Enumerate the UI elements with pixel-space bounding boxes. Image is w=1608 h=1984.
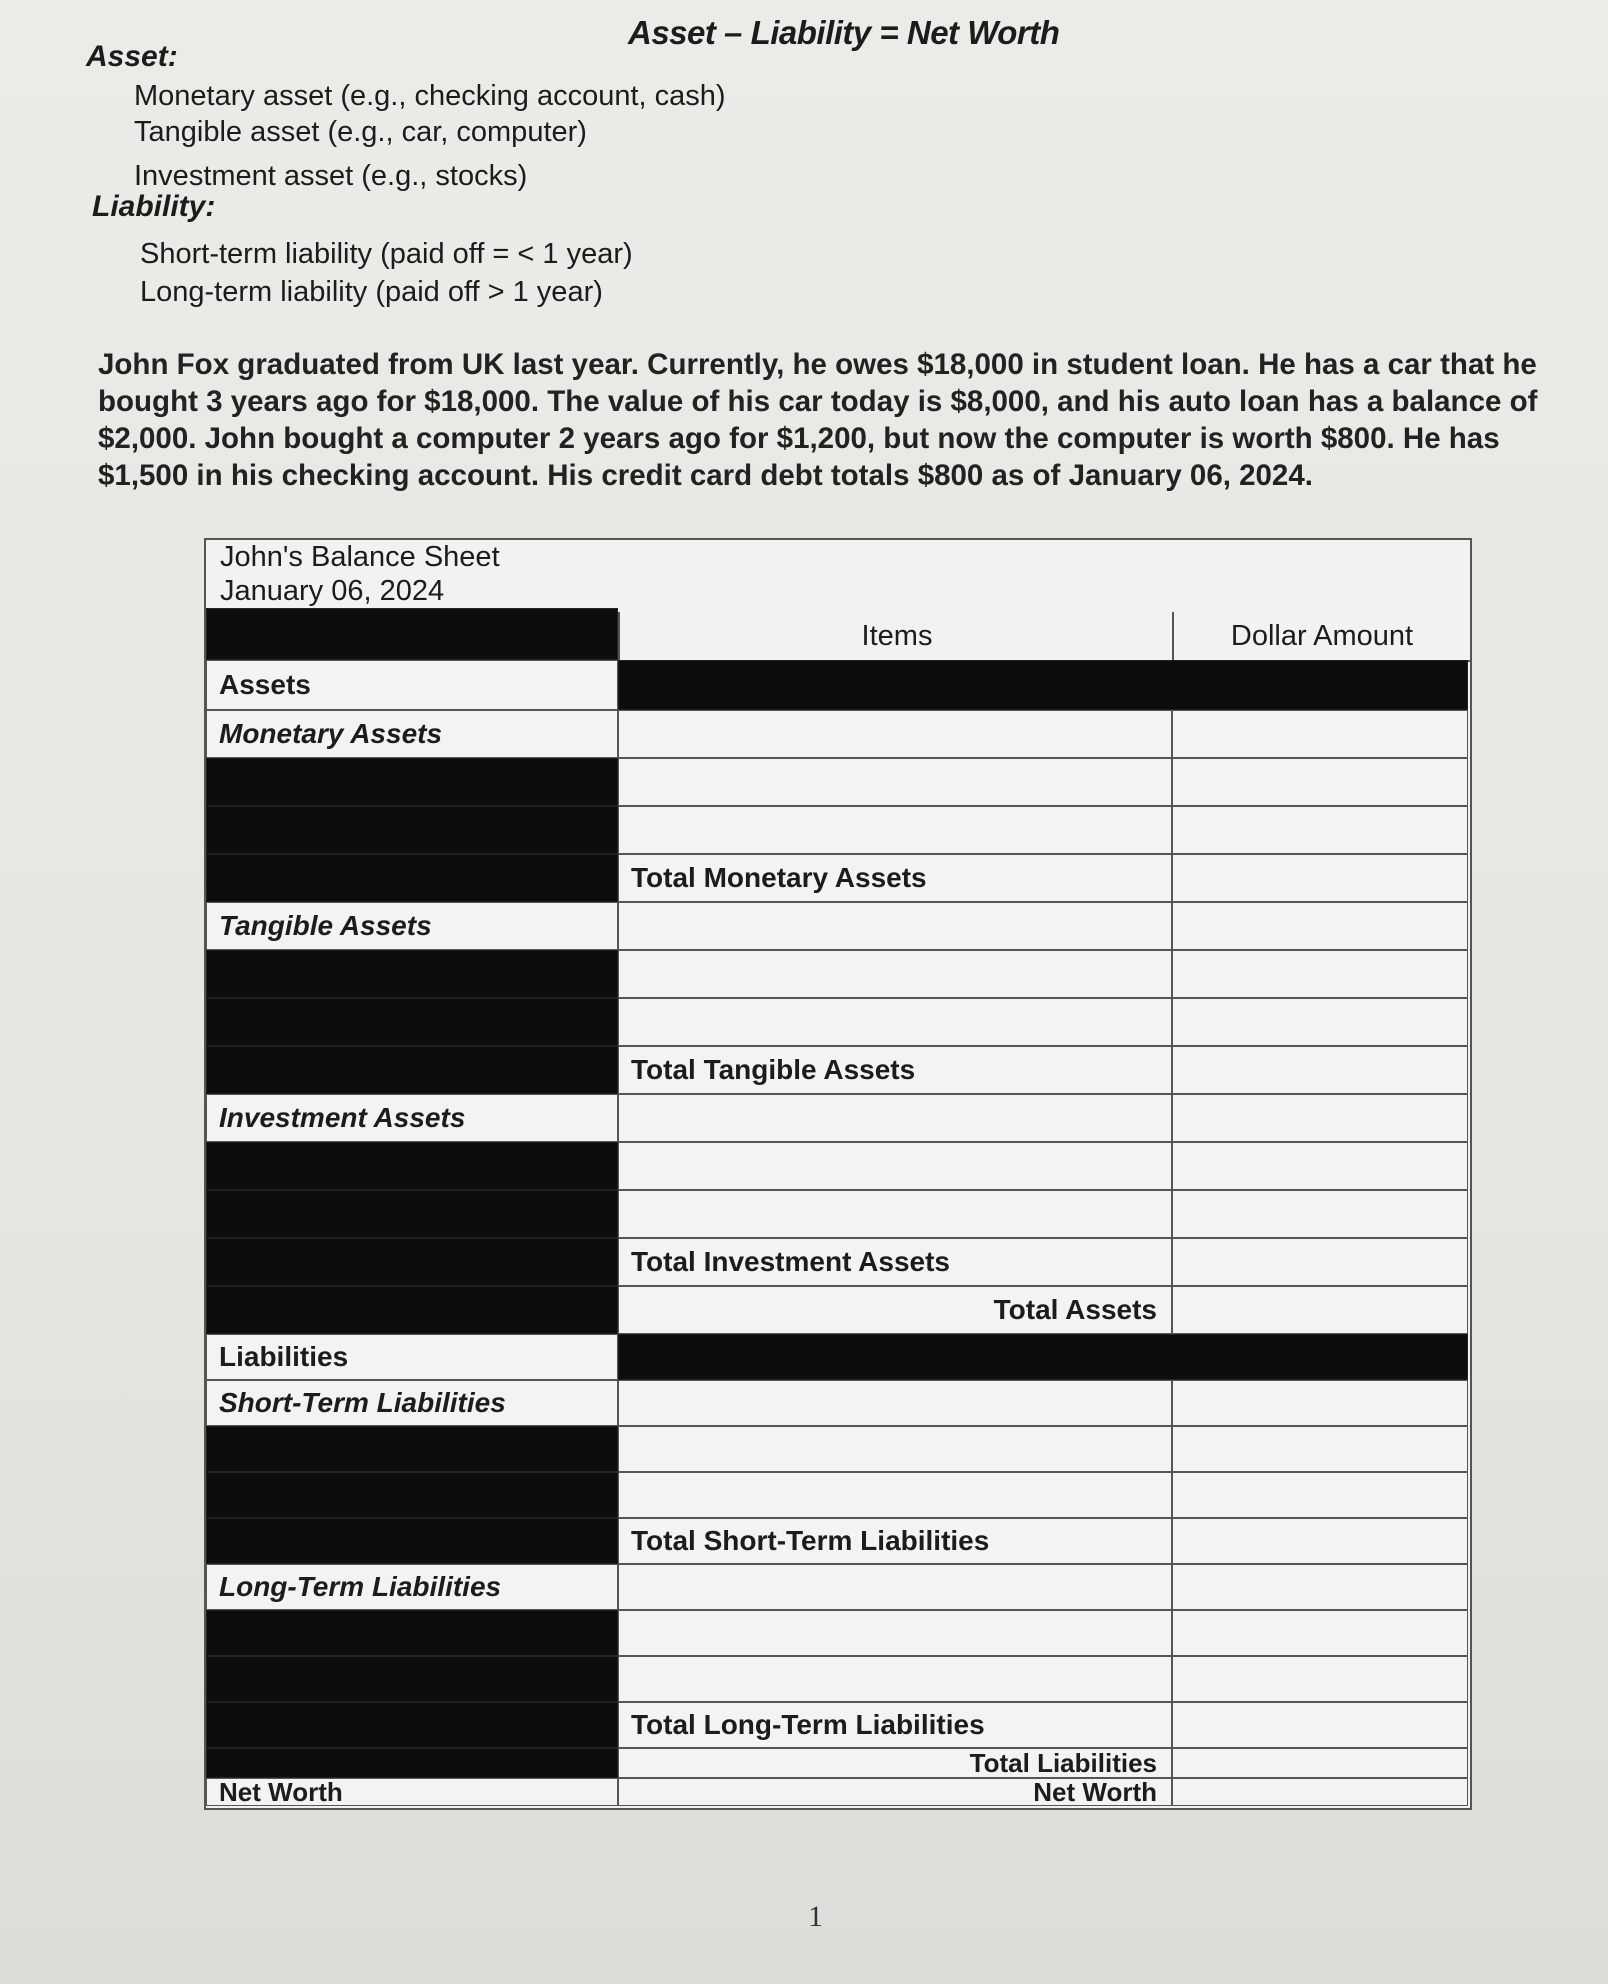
asset-definition-investment: Investment asset (e.g., stocks) xyxy=(134,160,528,192)
tangible-blank-cell xyxy=(206,950,618,998)
short-term-blank-cell xyxy=(206,1518,618,1564)
header-blank-cell xyxy=(206,608,618,660)
scenario-paragraph xyxy=(98,346,1568,494)
monetary-item-cell[interactable] xyxy=(618,758,1172,806)
long-term-blank-cell xyxy=(206,1702,618,1748)
total-liabilities-label: Total Liabilities xyxy=(618,1748,1172,1778)
short-term-blank-cell xyxy=(206,1426,618,1472)
total-monetary-assets-label: Total Monetary Assets xyxy=(618,854,1172,902)
total-monetary-assets-amount[interactable] xyxy=(1172,854,1468,902)
investment-amount-cell[interactable] xyxy=(1172,1190,1468,1238)
long-term-amount-cell[interactable] xyxy=(1172,1656,1468,1702)
total-long-term-liabilities-label: Total Long-Term Liabilities xyxy=(618,1702,1172,1748)
total-liabilities-blank-cell xyxy=(206,1748,618,1778)
total-tangible-assets-amount[interactable] xyxy=(1172,1046,1468,1094)
investment-blank-cell xyxy=(206,1238,618,1286)
dollar-amount-column-header: Dollar Amount xyxy=(1172,612,1470,662)
liabilities-blank-bar xyxy=(618,1334,1468,1380)
net-worth-total-label: Net Worth xyxy=(618,1778,1172,1806)
investment-item-cell[interactable] xyxy=(618,1142,1172,1190)
total-tangible-assets-label: Total Tangible Assets xyxy=(618,1046,1172,1094)
investment-amount-cell[interactable] xyxy=(1172,1142,1468,1190)
tangible-amount-cell[interactable] xyxy=(1172,998,1468,1046)
monetary-blank-cell xyxy=(206,806,618,854)
short-term-blank-cell xyxy=(206,1472,618,1518)
assets-label: Assets xyxy=(206,660,618,710)
investment-item-cell[interactable] xyxy=(618,1190,1172,1238)
scenario-line: John Fox graduated from UK last year. Currently, he owes $18,000 in student loan. He has a car that he xyxy=(98,348,1537,381)
tangible-amount-cell[interactable] xyxy=(1172,902,1468,950)
short-term-liabilities-label: Short-Term Liabilities xyxy=(206,1380,618,1426)
long-term-amount-cell[interactable] xyxy=(1172,1564,1468,1610)
page-number: 1 xyxy=(808,1900,823,1933)
monetary-assets-label: Monetary Assets xyxy=(206,710,618,758)
scenario-line: bought 3 years ago for $18,000. The value of his car today is $8,000, and his auto loan has a balance of xyxy=(98,385,1538,418)
net-worth-formula: Asset – Liability = Net Worth xyxy=(628,14,1060,51)
long-term-liabilities-label: Long-Term Liabilities xyxy=(206,1564,618,1610)
short-term-amount-cell[interactable] xyxy=(1172,1380,1468,1426)
liabilities-label: Liabilities xyxy=(206,1334,618,1380)
balance-sheet-name: John's Balance Sheet xyxy=(220,541,500,573)
long-term-blank-cell xyxy=(206,1610,618,1656)
monetary-amount-cell[interactable] xyxy=(1172,806,1468,854)
short-term-item-cell[interactable] xyxy=(618,1472,1172,1518)
total-liabilities-amount[interactable] xyxy=(1172,1748,1468,1778)
liability-definition-long-term: Long-term liability (paid off > 1 year) xyxy=(140,276,603,308)
monetary-amount-cell[interactable] xyxy=(1172,710,1468,758)
total-short-term-liabilities-amount[interactable] xyxy=(1172,1518,1468,1564)
total-assets-label: Total Assets xyxy=(618,1286,1172,1334)
short-term-amount-cell[interactable] xyxy=(1172,1426,1468,1472)
investment-item-cell[interactable] xyxy=(618,1094,1172,1142)
monetary-item-cell[interactable] xyxy=(618,806,1172,854)
monetary-item-cell[interactable] xyxy=(618,710,1172,758)
balance-sheet-title xyxy=(220,540,500,608)
scenario-line: $1,500 in his checking account. His credit card debt totals $800 as of January 06, 2024. xyxy=(98,459,1313,492)
tangible-amount-cell[interactable] xyxy=(1172,950,1468,998)
tangible-blank-cell xyxy=(206,1046,618,1094)
tangible-item-cell[interactable] xyxy=(618,902,1172,950)
short-term-amount-cell[interactable] xyxy=(1172,1472,1468,1518)
total-investment-assets-amount[interactable] xyxy=(1172,1238,1468,1286)
assets-blank-bar xyxy=(618,660,1468,710)
balance-sheet-date: January 06, 2024 xyxy=(220,575,445,607)
long-term-item-cell[interactable] xyxy=(618,1656,1172,1702)
long-term-blank-cell xyxy=(206,1656,618,1702)
monetary-blank-cell xyxy=(206,758,618,806)
scenario-line: $2,000. John bought a computer 2 years ago for $1,200, but now the computer is worth $800. He has xyxy=(98,422,1500,455)
asset-definition-monetary: Monetary asset (e.g., checking account, cash) xyxy=(134,80,726,112)
investment-amount-cell[interactable] xyxy=(1172,1094,1468,1142)
net-worth-amount[interactable] xyxy=(1172,1778,1468,1806)
long-term-amount-cell[interactable] xyxy=(1172,1610,1468,1656)
total-short-term-liabilities-label: Total Short-Term Liabilities xyxy=(618,1518,1172,1564)
tangible-blank-cell xyxy=(206,998,618,1046)
short-term-item-cell[interactable] xyxy=(618,1426,1172,1472)
monetary-blank-cell xyxy=(206,854,618,902)
tangible-item-cell[interactable] xyxy=(618,950,1172,998)
short-term-item-cell[interactable] xyxy=(618,1380,1172,1426)
balance-sheet-table xyxy=(204,538,1472,1810)
tangible-item-cell[interactable] xyxy=(618,998,1172,1046)
investment-blank-cell xyxy=(206,1142,618,1190)
liability-definition-short-term: Short-term liability (paid off = < 1 year) xyxy=(140,238,633,270)
long-term-item-cell[interactable] xyxy=(618,1610,1172,1656)
asset-definition-tangible: Tangible asset (e.g., car, computer) xyxy=(134,116,587,148)
total-investment-assets-label: Total Investment Assets xyxy=(618,1238,1172,1286)
total-long-term-liabilities-amount[interactable] xyxy=(1172,1702,1468,1748)
monetary-amount-cell[interactable] xyxy=(1172,758,1468,806)
tangible-assets-label: Tangible Assets xyxy=(206,902,618,950)
long-term-item-cell[interactable] xyxy=(618,1564,1172,1610)
liability-heading: Liability: xyxy=(92,190,216,223)
investment-blank-cell xyxy=(206,1190,618,1238)
investment-assets-label: Investment Assets xyxy=(206,1094,618,1142)
asset-heading: Asset: xyxy=(86,40,178,73)
items-column-header: Items xyxy=(618,612,1174,662)
total-assets-blank-cell xyxy=(206,1286,618,1334)
total-assets-amount[interactable] xyxy=(1172,1286,1468,1334)
net-worth-label: Net Worth xyxy=(206,1778,618,1806)
